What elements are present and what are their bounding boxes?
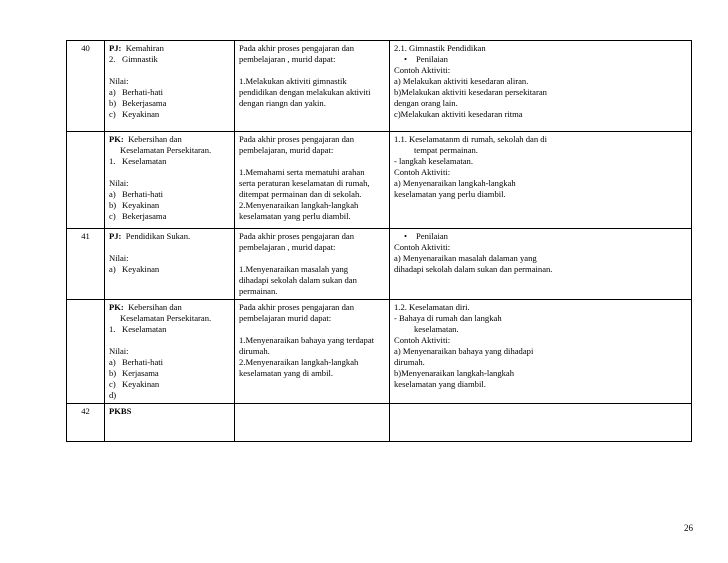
cell-line (394, 335, 687, 346)
item-marker: a) (109, 87, 116, 97)
cell-line (109, 200, 230, 211)
objective-cell (235, 300, 390, 404)
cell-line (109, 134, 230, 145)
cell-line (394, 156, 687, 167)
cell-line (109, 253, 230, 264)
cell-line (239, 43, 385, 54)
line-text: a) Menyenaraikan masalah dalaman yang (394, 253, 537, 263)
line-text: 2.Menyenaraikan langkah-langkah (239, 357, 359, 367)
cell-line (394, 302, 687, 313)
cell-line (239, 335, 385, 346)
line-text: Kemahiran (125, 43, 164, 53)
cell-line (394, 346, 687, 357)
line-text: Berhati-hati (122, 357, 164, 367)
cell-line (239, 302, 385, 313)
line-text: Contoh Aktiviti: (394, 65, 451, 75)
cell-line (109, 145, 230, 156)
cell-line (394, 178, 687, 189)
cell-line (394, 231, 687, 242)
cell-line (394, 87, 687, 98)
cell-line (394, 98, 687, 109)
cell-line (109, 379, 230, 390)
line-text: dengan orang lain. (394, 98, 458, 108)
cell-line (109, 65, 230, 76)
cell-line (109, 324, 230, 335)
cell-line (239, 156, 385, 167)
line-text: a) Menyenaraikan langkah-langkah (394, 178, 516, 188)
cell-line (239, 134, 385, 145)
cell-line (239, 286, 385, 297)
line-text: 1.Memahami serta mematuhi arahan (239, 167, 365, 177)
cell-line (109, 76, 230, 87)
topic-cell (105, 132, 235, 229)
line-text: 2.1. Gimnastik Pendidikan (394, 43, 486, 53)
week-cell (67, 132, 105, 229)
cell-line (239, 346, 385, 357)
line-text: 1.2. Keselamatan diri. (394, 302, 470, 312)
cell-line (109, 231, 230, 242)
week-cell: 41 (67, 229, 105, 300)
table-row (67, 229, 692, 300)
cell-line (109, 406, 230, 417)
cell-line (109, 346, 230, 357)
cell-line (109, 54, 230, 65)
cell-line (239, 65, 385, 76)
line-text: Keselamatan Persekitaran. (120, 145, 212, 155)
cell-line (394, 189, 687, 200)
item-marker: a) (109, 189, 116, 199)
cell-line (239, 167, 385, 178)
line-text: pendidikan dengan melakukan aktiviti (239, 87, 371, 97)
cell-line (109, 178, 230, 189)
week-cell (67, 300, 105, 404)
cell-line (109, 368, 230, 379)
item-marker: a) (109, 357, 116, 367)
item-marker: 2. (109, 54, 116, 64)
cell-line (109, 264, 230, 275)
line-text: Berhati-hati (122, 87, 164, 97)
line-text: keselamatan yang diambil. (394, 379, 486, 389)
cell-line (109, 98, 230, 109)
line-text: c)Melakukan aktiviti kesedaran ritma (394, 109, 523, 119)
cell-line (109, 167, 230, 178)
line-text: a) Menyenaraikan bahaya yang dihadapi (394, 346, 534, 356)
line-text: Pada akhir proses pengajaran dan (239, 43, 355, 53)
objective-cell (235, 41, 390, 132)
table-row (67, 300, 692, 404)
line-text: dirumah. (394, 357, 425, 367)
objective-cell (235, 132, 390, 229)
line-text: Gimnastik (122, 54, 158, 64)
line-text: Pada akhir proses pengajaran dan (239, 231, 355, 241)
cell-line (394, 242, 687, 253)
cell-line (109, 156, 230, 167)
line-text: Keselamatan Persekitaran. (120, 313, 212, 323)
cell-line (109, 189, 230, 200)
line-text: Penilaian (416, 54, 448, 64)
line-text: Kebersihan dan (128, 302, 182, 312)
line-text: Keyakinan (122, 264, 160, 274)
activity-cell (390, 404, 692, 442)
line-text: Bekerjasama (122, 211, 167, 221)
cell-line (239, 54, 385, 65)
line-text: dihadapi sekolah dalam sukan dan permainan. (394, 264, 553, 274)
line-text: Keyakinan (122, 109, 160, 119)
cell-line (394, 167, 687, 178)
line-text: - langkah keselamatan. (394, 156, 473, 166)
cell-line (394, 134, 687, 145)
line-text: Penilaian (416, 231, 448, 241)
cell-line (239, 313, 385, 324)
cell-line (109, 43, 230, 54)
item-marker: b) (109, 98, 117, 108)
cell-line (109, 242, 230, 253)
line-text: Contoh Aktiviti: (394, 335, 451, 345)
section-label: PJ: (109, 231, 122, 241)
line-text: Nilai: (109, 76, 129, 86)
topic-cell (105, 404, 235, 442)
section-label: PJ: (109, 43, 122, 53)
line-text: Nilai: (109, 178, 129, 188)
cell-line (239, 264, 385, 275)
cell-line (394, 76, 687, 87)
line-text: Keyakinan (122, 200, 160, 210)
line-text: Bekerjasama (122, 98, 167, 108)
cell-line (239, 231, 385, 242)
table-row (67, 404, 692, 442)
line-text: Pada akhir proses pengajaran dan (239, 134, 355, 144)
cell-line (394, 313, 687, 324)
activity-cell (390, 132, 692, 229)
cell-line (109, 390, 230, 401)
objective-cell (235, 229, 390, 300)
topic-cell (105, 300, 235, 404)
cell-line (239, 211, 385, 222)
cell-line (109, 87, 230, 98)
line-text: dihadapi sekolah dalam sukan dan (239, 275, 357, 285)
cell-line (109, 211, 230, 222)
activity-cell (390, 300, 692, 404)
line-text: Pada akhir proses pengajaran dan (239, 302, 355, 312)
cell-line (239, 357, 385, 368)
line-text: Nilai: (109, 253, 129, 263)
cell-line (394, 264, 687, 275)
item-marker: c) (109, 211, 116, 221)
line-text: Keselamatan (122, 156, 167, 166)
table-row (67, 132, 692, 229)
item-marker: c) (109, 109, 116, 119)
item-marker: b) (109, 200, 117, 210)
line-text: Contoh Aktiviti: (394, 242, 451, 252)
cell-line (239, 98, 385, 109)
cell-line (394, 43, 687, 54)
cell-line (394, 65, 687, 76)
line-text: Contoh Aktiviti: (394, 167, 451, 177)
cell-line (394, 253, 687, 264)
line-text: 1.1. Keselamatanm di rumah, sekolah dan di (394, 134, 547, 144)
cell-line (239, 178, 385, 189)
line-text: - Bahaya di rumah dan langkah (394, 313, 502, 323)
cell-line (394, 54, 687, 65)
cell-line (239, 76, 385, 87)
cell-line (394, 145, 687, 156)
cell-line (394, 109, 687, 120)
line-text: b)Menyenaraikan langkah-langkah (394, 368, 515, 378)
cell-line (394, 357, 687, 368)
line-text: Kerjasama (122, 368, 159, 378)
cell-line (239, 253, 385, 264)
cell-line (394, 368, 687, 379)
line-text: Keselamatan (122, 324, 167, 334)
item-marker: 1. (109, 156, 116, 166)
cell-line (109, 313, 230, 324)
line-text: dengan riangn dan yakin. (239, 98, 326, 108)
item-marker: a) (109, 264, 116, 274)
lesson-plan-table (66, 40, 692, 442)
line-text: permainan. (239, 286, 278, 296)
lesson-plan-body (67, 41, 692, 442)
cell-line (239, 189, 385, 200)
activity-cell (390, 41, 692, 132)
line-text: a) Melakukan aktiviti kesedaran aliran. (394, 76, 529, 86)
line-text: pembelajaran , murid dapat: (239, 242, 336, 252)
line-text: 1.Melakukan aktiviti gimnastik (239, 76, 347, 86)
page-number: 26 (684, 523, 693, 533)
cell-line (109, 357, 230, 368)
topic-cell (105, 41, 235, 132)
line-text: Keyakinan (122, 379, 160, 389)
cell-line (239, 200, 385, 211)
line-text: tempat permainan. (414, 145, 478, 155)
line-text: Berhati-hati (122, 189, 164, 199)
line-text: pembelajaran murid dapat: (239, 313, 332, 323)
line-text: PKBS (109, 406, 132, 416)
line-text: b)Melakukan aktiviti kesedaran persekitaran (394, 87, 547, 97)
line-text: 1.Menyenaraikan bahaya yang terdapat (239, 335, 375, 345)
line-text: keselamatan. (414, 324, 459, 334)
line-text: serta peraturan keselamatan di rumah, (239, 178, 370, 188)
cell-line (239, 87, 385, 98)
line-text: pembelajaran , murid dapat: (239, 54, 336, 64)
line-text: Kebersihan dan (128, 134, 182, 144)
item-marker: c) (109, 379, 116, 389)
line-text: 1.Menyenaraikan masalah yang (239, 264, 349, 274)
cell-line (109, 335, 230, 346)
line-text: Pendidikan Sukan. (125, 231, 191, 241)
cell-line (239, 368, 385, 379)
line-text: pembelajaran, murid dapat: (239, 145, 334, 155)
cell-line (394, 324, 687, 335)
topic-cell (105, 229, 235, 300)
table-row (67, 41, 692, 132)
line-text: Nilai: (109, 346, 129, 356)
cell-line (239, 275, 385, 286)
line-text: dirumah. (239, 346, 270, 356)
line-text: keselamatan yang di ambil. (239, 368, 334, 378)
cell-line (239, 324, 385, 335)
line-text: keselamatan yang perlu diambil. (239, 211, 351, 221)
section-label: PK: (109, 302, 124, 312)
cell-line (109, 302, 230, 313)
cell-line (239, 145, 385, 156)
item-marker: 1. (109, 324, 116, 334)
line-text: 2.Menyenaraikan langkah-langkah (239, 200, 359, 210)
cell-line (239, 242, 385, 253)
section-label: PK: (109, 134, 124, 144)
item-marker: d) (109, 390, 117, 400)
item-marker: b) (109, 368, 117, 378)
cell-line (109, 109, 230, 120)
cell-line (394, 379, 687, 390)
objective-cell (235, 404, 390, 442)
line-text: ditempat permainan dan di sekolah. (239, 189, 362, 199)
activity-cell (390, 229, 692, 300)
line-text: keselamatan yang perlu diambil. (394, 189, 506, 199)
week-cell: 42 (67, 404, 105, 442)
week-cell: 40 (67, 41, 105, 132)
